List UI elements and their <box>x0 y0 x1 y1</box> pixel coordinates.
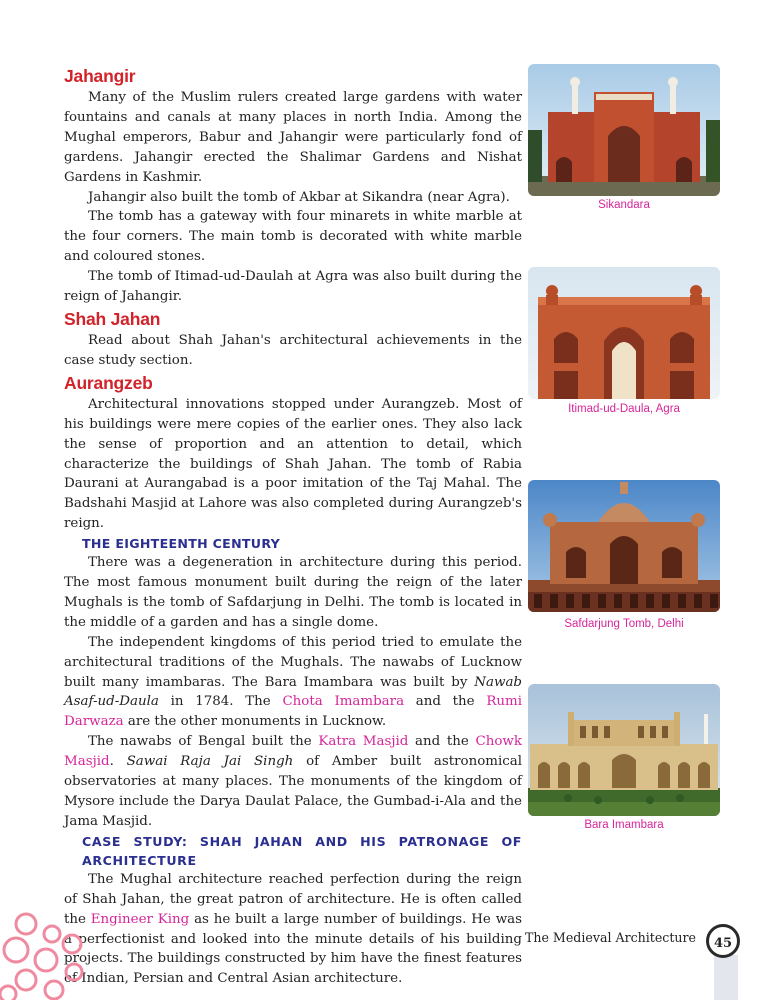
photo-safdarjung-tomb <box>528 480 720 612</box>
highlight-katra-masjid: Katra Masjid <box>318 734 409 750</box>
page-number-bar <box>714 955 738 1000</box>
aurangzeb-paragraph-1: Architectural innovations stopped under Aurangzeb. Most of his buildings were mere copies of the earlier ones. They also lack the sense of proportion and an attention to detail, which characterize the buildings of Shah Jahan. The tomb of Rabia Daurani at Aurangabad is a poor imitation of the Taj Mahal. The Badshahi Masjid at Lahore was also completed during Aurangzeb's reign. <box>64 396 522 532</box>
heading-jahangir: Jahangir <box>64 66 136 86</box>
page-number: 45 <box>706 924 740 958</box>
nawab-name: Nawab Asaf-ud-Daula <box>64 674 522 710</box>
shah-jahan-paragraph-1: Read about Shah Jahan's architectural achievements in the case study section. <box>64 332 522 368</box>
decorative-circles-graphic <box>0 908 100 1000</box>
eighteenth-paragraph-1: There was a degeneration in architecture during this period. The most famous monument built during the reign of the later Mughals is the tomb of Safdarjung in Delhi. The tomb is located in the middle of a garden and has a single dome. <box>64 555 522 630</box>
heading-eighteenth-century: THE EIGHTEENTH CENTURY <box>82 536 281 552</box>
photo-bara-imambara <box>528 684 720 816</box>
jahangir-paragraph-4: The tomb of Itimad-ud-Daulah at Agra was also built during the reign of Jahangir. <box>64 269 522 305</box>
photo-sikandara <box>528 64 720 196</box>
jahangir-paragraph-1: Many of the Muslim rulers created large gardens with water fountains and canals at many places in north India. Among the Mughal emperors, Babur and Jahangir were particularly fond of gardens. Jahangir erected the Shalimar Gardens and Nishat Gardens in Kashmir. <box>64 90 522 185</box>
heading-case-study: CASE STUDY: SHAH JAHAN AND HIS PATRONAGE OF ARCHITECTURE <box>82 833 522 868</box>
heading-aurangzeb: Aurangzeb <box>64 372 153 393</box>
highlight-rumi-darwaza: Rumi Darwaza <box>64 694 522 730</box>
eighteenth-paragraph-3: The nawabs of Bengal built the Katra Masjid and the Chowk Masjid. Sawai Raja Jai Singh of Amber built astronomical observatories at many places. The monuments of the kingdom of Mysore include the Darya Daulat Palace, the Gumbad-i-Ala and the Jama Masjid. <box>64 734 522 829</box>
highlight-chowk-masjid: Chowk Masjid <box>64 734 522 770</box>
main-text-column <box>64 64 522 989</box>
caption-sikandara: Sikandara <box>598 199 650 211</box>
heading-shah-jahan: Shah Jahan <box>64 308 161 329</box>
highlight-chota-imambara: Chota Imambara <box>282 694 405 710</box>
raja-name: Sawai Raja Jai Singh <box>126 754 294 770</box>
jahangir-paragraph-3: The tomb has a gateway with four minarets in white marble at the four corners. The main tomb is decorated with white marble and coloured stones. <box>64 209 522 265</box>
caption-bara-imambara: Bara Imambara <box>584 819 664 831</box>
footer-chapter-title: The Medieval Architecture <box>524 930 696 945</box>
caption-itimad-ud-daula: Itimad-ud-Daula, Agra <box>568 403 680 415</box>
photo-itimad-ud-daula <box>528 267 720 399</box>
highlight-engineer-king: Engineer King <box>90 911 190 927</box>
jahangir-paragraph-2: Jahangir also built the tomb of Akbar at Sikandra (near Agra). <box>88 189 510 205</box>
caption-safdarjung-tomb: Safdarjung Tomb, Delhi <box>564 618 684 630</box>
case-study-paragraph-1: The Mughal architecture reached perfection during the reign of Shah Jahan, the great patron of architecture. He is often called the Engineer King as he built a large number of buildings. He was a perfectionist and looked into the minute details of his building projects. The buildings constructed by him have the finest features of Indian, Persian and Central Asian architecture. <box>64 871 523 987</box>
eighteenth-paragraph-2: The independent kingdoms of this period tried to emulate the architectural traditions of the Mughals. The nawabs of Lucknow built many imambaras. The Bara Imambara was built by Nawab Asaf-ud-Daula in 1784. The Chota Imambara and the Rumi Darwaza are the other monuments in Lucknow. <box>64 634 522 730</box>
